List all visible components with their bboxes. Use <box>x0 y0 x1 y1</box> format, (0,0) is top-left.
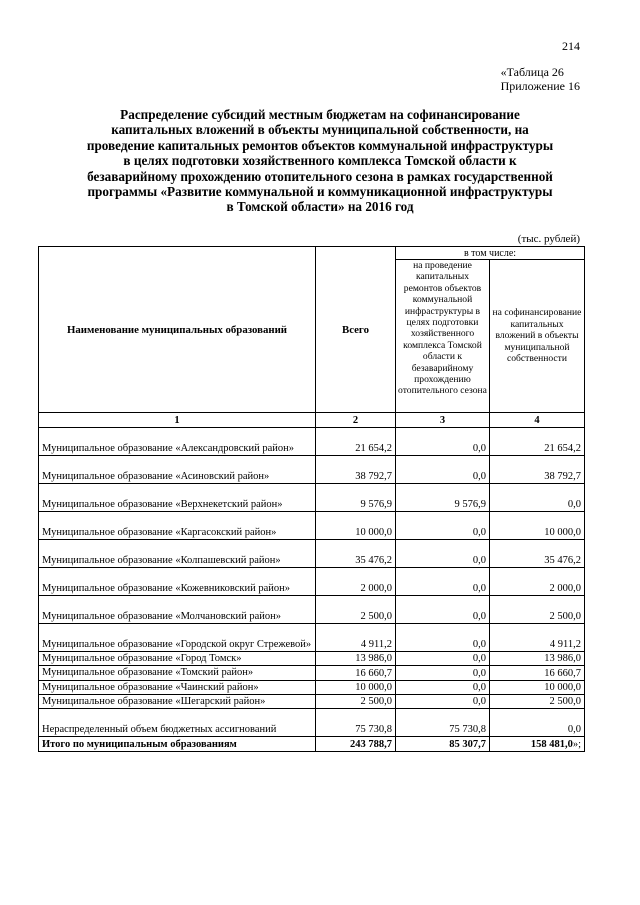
page-number: 214 <box>562 39 580 53</box>
row-total: 2 500,0 <box>316 694 396 708</box>
header-capital-repairs: на проведение капитальных ремонтов объектов коммунальной инфраструктуры в целях подготовки хозяйственного комплекса Томской области к безаварийному прохождению отопительного сезона <box>396 260 490 413</box>
title-line: программы «Развитие коммунальной и коммуникационной инфраструктуры <box>87 184 553 200</box>
subsidy-table <box>38 246 585 752</box>
row-name: Нераспределенный объем бюджетных ассигнований <box>39 709 316 737</box>
row-total: 16 660,7 <box>316 666 396 680</box>
table-row <box>39 596 585 624</box>
column-number: 2 <box>316 413 396 428</box>
table-row <box>39 666 585 680</box>
row-cofinancing: 2 500,0 <box>490 694 585 708</box>
total-row-total: 243 788,7 <box>316 737 396 752</box>
row-cofinancing: 10 000,0 <box>490 680 585 694</box>
table-row <box>39 568 585 596</box>
row-name: Муниципальное образование «Городской округ Стрежевой» <box>39 624 316 652</box>
table-row <box>39 709 585 737</box>
appendix-table-label: «Таблица 26 <box>500 65 564 79</box>
row-cofinancing: 38 792,7 <box>490 456 585 484</box>
total-row <box>39 737 585 752</box>
row-capital-repairs: 0,0 <box>396 568 490 596</box>
row-name: Муниципальное образование «Каргасокский район» <box>39 512 316 540</box>
row-capital-repairs: 0,0 <box>396 652 490 666</box>
total-row-capital-repairs: 85 307,7 <box>396 737 490 752</box>
table-row <box>39 512 585 540</box>
title-line: безаварийному прохождению отопительного сезона в рамках государственной <box>87 168 553 184</box>
total-row-cofinancing <box>490 737 585 752</box>
row-cofinancing: 0,0 <box>490 709 585 737</box>
row-capital-repairs: 0,0 <box>396 596 490 624</box>
title-line: Распределение субсидий местным бюджетам на софинансирование <box>120 107 520 122</box>
row-total: 9 576,9 <box>316 484 396 512</box>
row-total: 35 476,2 <box>316 540 396 568</box>
title-line: проведение капитальных ремонтов объектов коммунальной инфраструктуры <box>86 137 554 153</box>
row-cofinancing: 0,0 <box>490 484 585 512</box>
column-number: 3 <box>396 413 490 428</box>
row-name: Муниципальное образование «Молчановский район» <box>39 596 316 624</box>
row-capital-repairs: 0,0 <box>396 666 490 680</box>
row-name: Муниципальное образование «Асиновский район» <box>39 456 316 484</box>
table-row <box>39 456 585 484</box>
row-name: Муниципальное образование «Колпашевский район» <box>39 540 316 568</box>
row-cofinancing: 10 000,0 <box>490 512 585 540</box>
row-total: 2 500,0 <box>316 596 396 624</box>
table-row <box>39 484 585 512</box>
row-capital-repairs: 75 730,8 <box>396 709 490 737</box>
row-capital-repairs: 0,0 <box>396 680 490 694</box>
row-total: 10 000,0 <box>316 512 396 540</box>
header-including: в том числе: <box>396 247 585 260</box>
row-cofinancing: 35 476,2 <box>490 540 585 568</box>
row-cofinancing: 21 654,2 <box>490 428 585 456</box>
row-total: 2 000,0 <box>316 568 396 596</box>
row-cofinancing: 4 911,2 <box>490 624 585 652</box>
row-total: 13 986,0 <box>316 652 396 666</box>
title-line: в Томской области» на 2016 год <box>226 199 414 215</box>
row-capital-repairs: 0,0 <box>396 540 490 568</box>
table-row <box>39 652 585 666</box>
row-cofinancing: 16 660,7 <box>490 666 585 680</box>
row-cofinancing: 2 500,0 <box>490 596 585 624</box>
row-cofinancing: 2 000,0 <box>490 568 585 596</box>
table-row <box>39 680 585 694</box>
row-total: 75 730,8 <box>316 709 396 737</box>
units-label: (тыс. рублей) <box>517 233 580 245</box>
row-name: Муниципальное образование «Город Томск» <box>39 652 316 666</box>
header-cofinancing: на софинансирование капитальных вложений в объекты муниципальной собственности <box>490 260 585 413</box>
row-capital-repairs: 9 576,9 <box>396 484 490 512</box>
total-row-name: Итого по муниципальным образованиям <box>39 737 316 752</box>
row-name: Муниципальное образование «Кожевниковский район» <box>39 568 316 596</box>
row-capital-repairs: 0,0 <box>396 512 490 540</box>
row-name: Муниципальное образование «Верхнекетский район» <box>39 484 316 512</box>
row-capital-repairs: 0,0 <box>396 694 490 708</box>
row-total: 10 000,0 <box>316 680 396 694</box>
table-row <box>39 624 585 652</box>
row-capital-repairs: 0,0 <box>396 624 490 652</box>
closing-quote-suffix: »; <box>572 739 581 751</box>
title-line: капитальных вложений в объекты муниципальной собственности, на <box>111 122 529 138</box>
row-total: 38 792,7 <box>316 456 396 484</box>
header-name: Наименование муниципальных образований <box>39 247 316 413</box>
row-total: 4 911,2 <box>316 624 396 652</box>
total-cofinancing-value: 158 481,0 <box>530 739 573 751</box>
row-name: Муниципальное образование «Чаинский район» <box>39 680 316 694</box>
row-name: Муниципальное образование «Александровский район» <box>39 428 316 456</box>
row-capital-repairs: 0,0 <box>396 428 490 456</box>
column-number: 4 <box>490 413 585 428</box>
header-total: Всего <box>316 247 396 413</box>
title-line: в целях подготовки хозяйственного комплекса Томской области к <box>123 153 517 169</box>
column-number: 1 <box>39 413 316 428</box>
row-capital-repairs: 0,0 <box>396 456 490 484</box>
appendix-reference <box>501 65 580 93</box>
row-name: Муниципальное образование «Шегарский район» <box>39 694 316 708</box>
document-title <box>40 107 600 215</box>
row-name: Муниципальное образование «Томский район» <box>39 666 316 680</box>
table-row <box>39 540 585 568</box>
table-row <box>39 428 585 456</box>
row-cofinancing: 13 986,0 <box>490 652 585 666</box>
table-row <box>39 694 585 708</box>
row-total: 21 654,2 <box>316 428 396 456</box>
appendix-number: Приложение 16 <box>500 79 580 93</box>
